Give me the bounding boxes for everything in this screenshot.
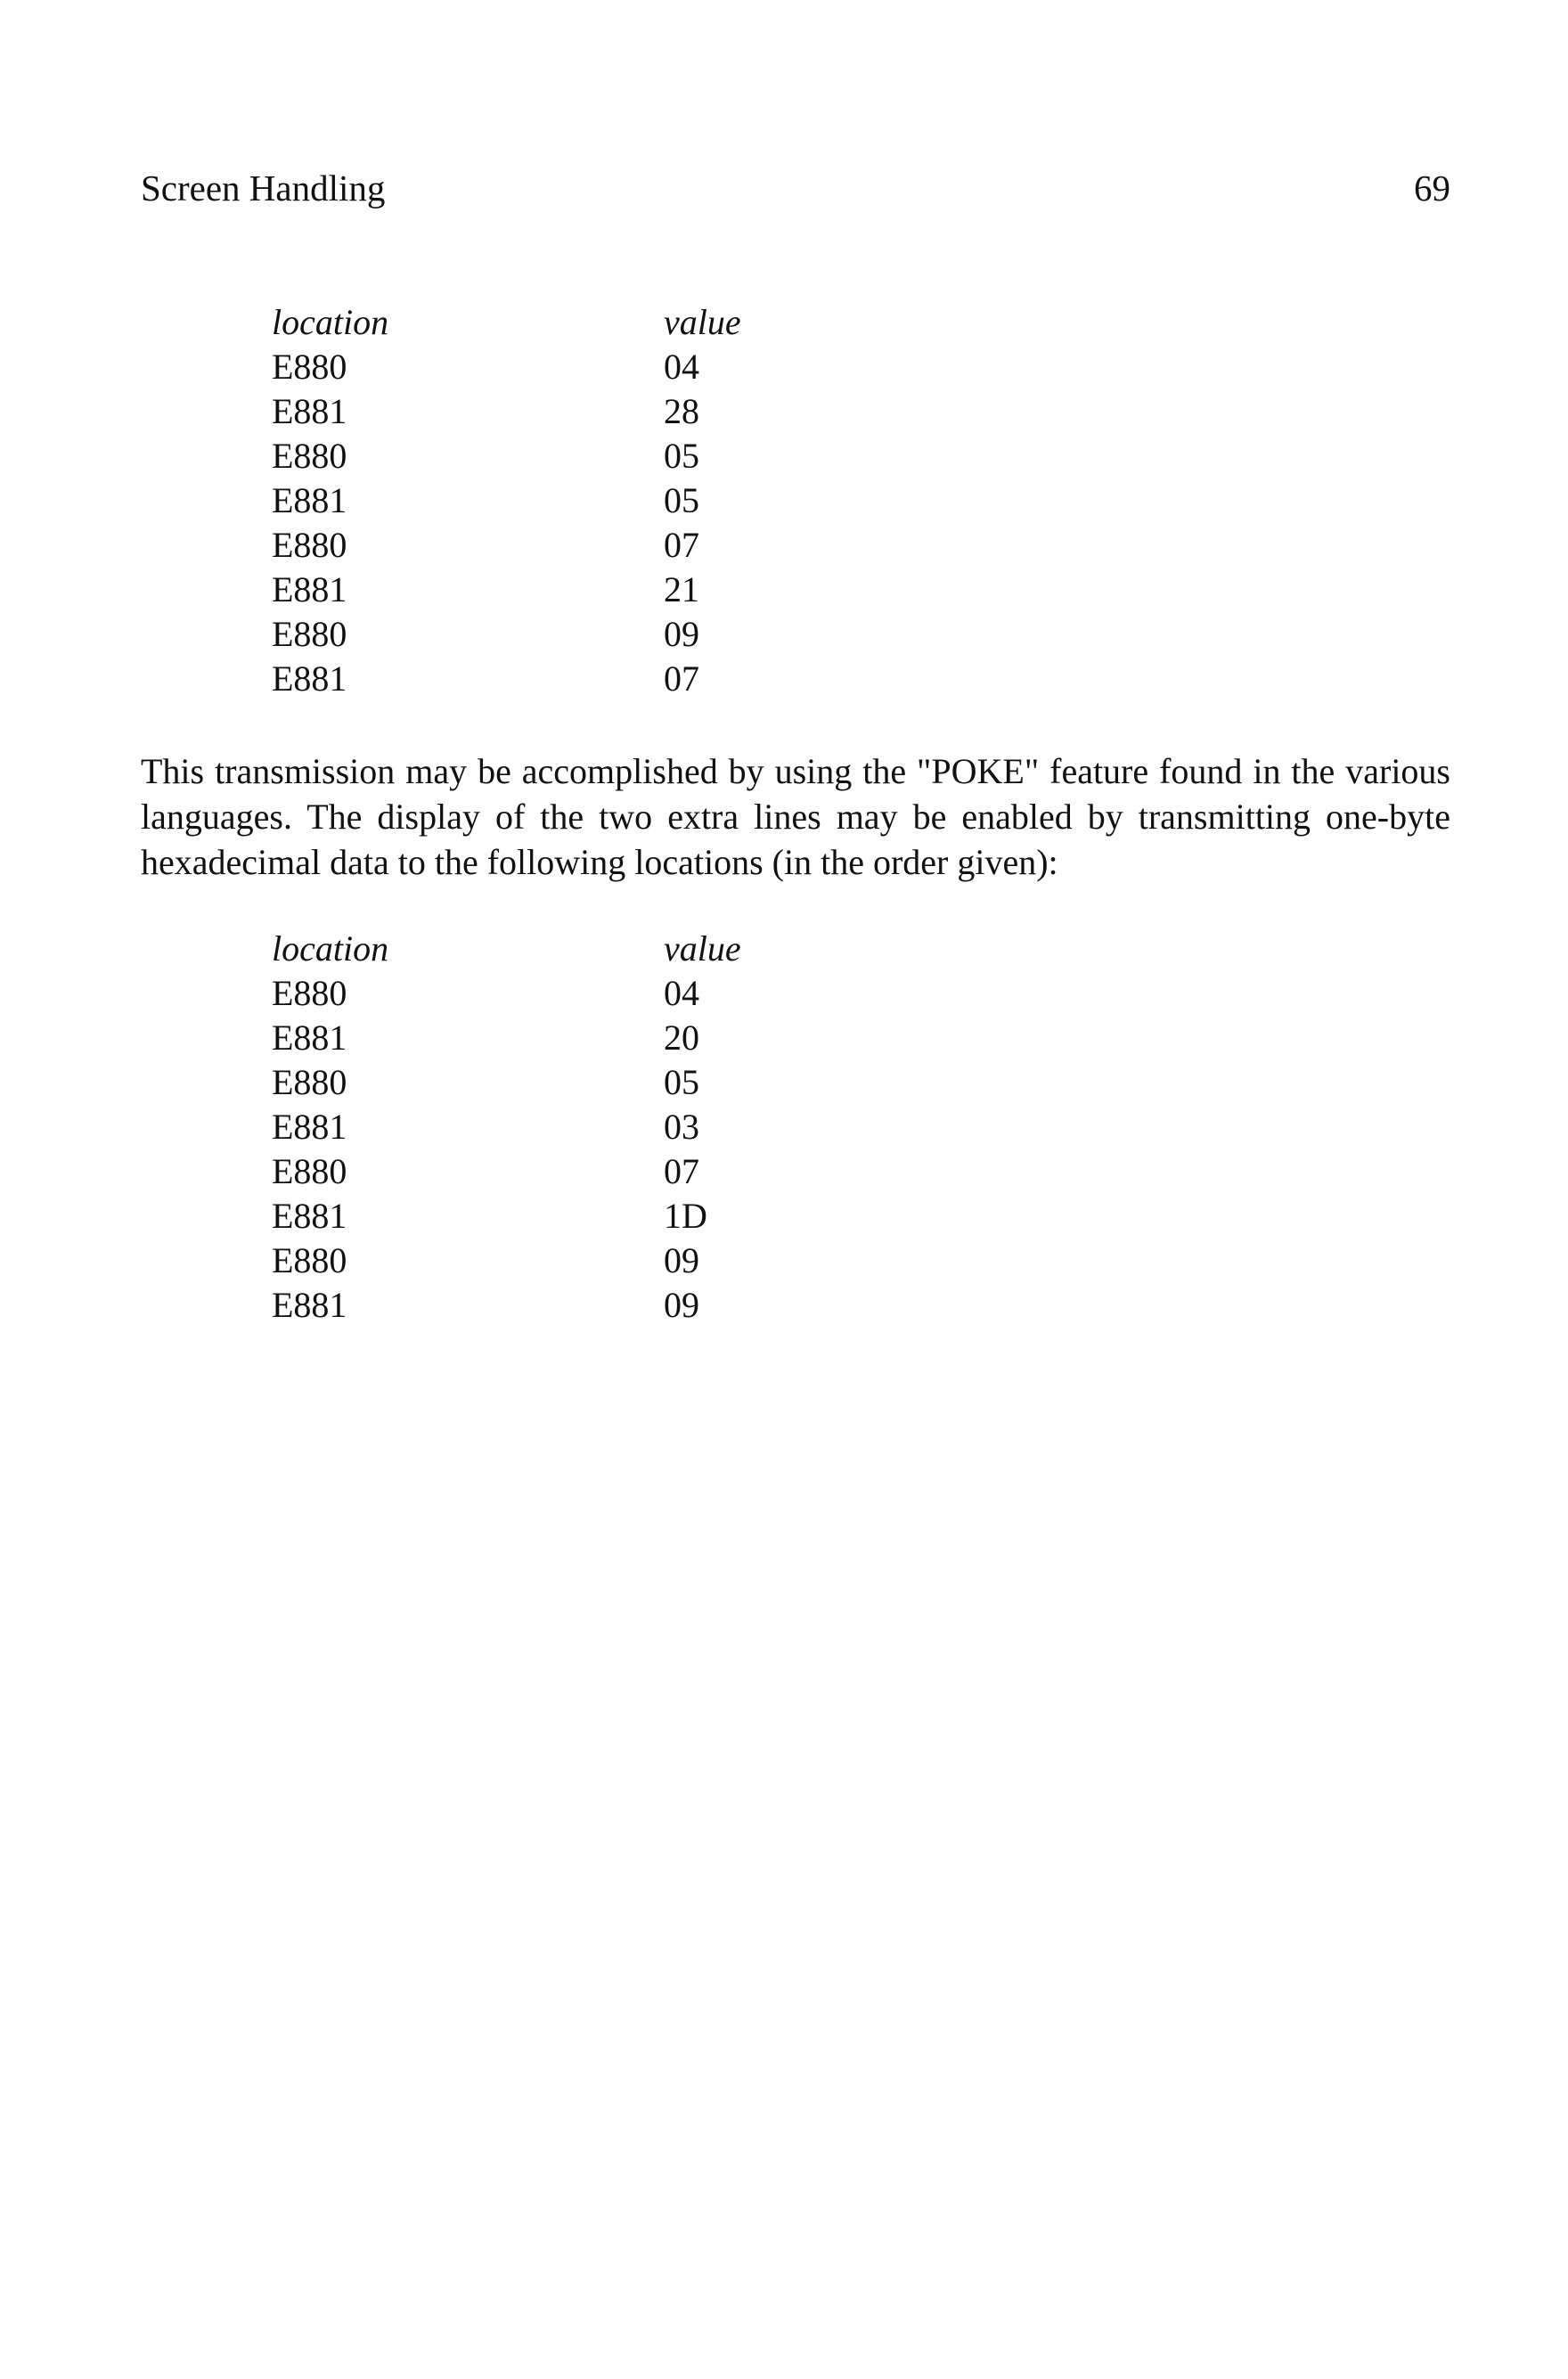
table-row [272,1016,806,1060]
value-cell: 09 [664,614,699,654]
body-paragraph: This transmission may be accomplished by using the "POKE" feature found in the various languages. The display of the two extra lines may be enabled by transmitting one-byte hexadecimal data to the following locations (in the order given): [141,751,1450,882]
table-row [272,1060,806,1105]
location-cell: E880 [272,973,347,1013]
value-cell: 04 [664,973,699,1013]
value-cell: 05 [664,1062,699,1102]
value-cell: 28 [664,391,699,431]
table-row [272,612,806,657]
location-cell: E881 [272,480,347,520]
location-cell: E881 [272,569,347,609]
running-head: Screen Handling [141,168,386,208]
value-cell: 1D [664,1196,707,1236]
table-row [272,523,806,568]
location-cell: E881 [272,658,347,699]
value-cell: 03 [664,1107,699,1147]
table-row [272,1283,806,1328]
column-header-location: location [272,928,389,969]
table-header-row [272,300,806,345]
table-row [272,478,806,523]
table-row [272,389,806,434]
value-cell: 04 [664,347,699,387]
location-cell: E881 [272,391,347,431]
table-row [272,1194,806,1239]
location-cell: E881 [272,1285,347,1325]
value-cell: 05 [664,436,699,476]
value-cell: 05 [664,480,699,520]
table-row [272,657,806,701]
value-cell: 07 [664,658,699,699]
location-value-table-2 [272,927,806,1328]
table-row [272,971,806,1016]
table-row [272,345,806,389]
value-cell: 09 [664,1285,699,1325]
column-header-value: value [664,302,741,342]
table-row [272,1239,806,1283]
table-row [272,434,806,478]
table-row [272,1105,806,1149]
value-cell: 07 [664,525,699,565]
table-row [272,568,806,612]
location-cell: E881 [272,1196,347,1236]
value-cell: 07 [664,1151,699,1191]
location-cell: E880 [272,347,347,387]
column-header-location: location [272,302,389,342]
location-cell: E880 [272,1240,347,1280]
location-cell: E880 [272,525,347,565]
location-cell: E881 [272,1107,347,1147]
location-cell: E880 [272,614,347,654]
table-header-row [272,927,806,971]
page-number: 69 [1414,168,1450,208]
column-header-value: value [664,928,741,969]
value-cell: 09 [664,1240,699,1280]
location-cell: E880 [272,1062,347,1102]
page-header [141,166,1450,210]
value-cell: 21 [664,569,699,609]
location-value-table-1 [272,300,806,701]
table-row [272,1149,806,1194]
location-cell: E880 [272,436,347,476]
value-cell: 20 [664,1018,699,1058]
location-cell: E880 [272,1151,347,1191]
location-cell: E881 [272,1018,347,1058]
